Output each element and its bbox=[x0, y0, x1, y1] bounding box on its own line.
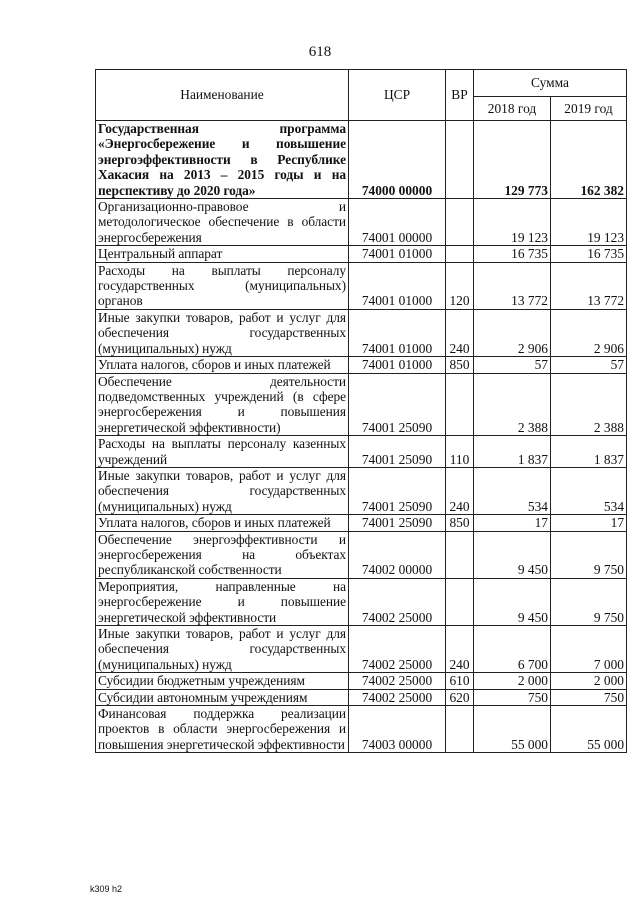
row-vr: 120 bbox=[446, 262, 474, 309]
table-row bbox=[96, 578, 627, 625]
header-sum: Сумма bbox=[474, 70, 627, 97]
row-sum-2018: 13 772 bbox=[474, 262, 551, 309]
header-year-2019: 2019 год bbox=[551, 96, 627, 120]
table-row bbox=[96, 262, 627, 309]
row-sum-2018: 2 388 bbox=[474, 373, 551, 436]
header-row bbox=[96, 70, 627, 97]
row-csr: 74002 25000 bbox=[349, 626, 446, 673]
row-vr: 850 bbox=[446, 357, 474, 373]
row-name: Иные закупки товаров, работ и услуг для обеспечения государственных (муниципальных) нужд bbox=[96, 467, 349, 514]
table-row bbox=[96, 706, 627, 753]
table-row bbox=[96, 515, 627, 531]
row-name: Расходы на выплаты персоналу государственных (муниципальных) органов bbox=[96, 262, 349, 309]
row-vr: 240 bbox=[446, 626, 474, 673]
row-name: Иные закупки товаров, работ и услуг для обеспечения государственных (муниципальных) нужд bbox=[96, 309, 349, 356]
row-sum-2018: 9 450 bbox=[474, 531, 551, 578]
row-name: Иные закупки товаров, работ и услуг для обеспечения государственных (муниципальных) нужд bbox=[96, 626, 349, 673]
row-sum-2019: 55 000 bbox=[551, 706, 627, 753]
row-csr: 74001 25090 bbox=[349, 515, 446, 531]
row-csr: 74001 25090 bbox=[349, 373, 446, 436]
row-vr: 620 bbox=[446, 689, 474, 705]
table-row bbox=[96, 689, 627, 705]
row-sum-2019: 9 750 bbox=[551, 578, 627, 625]
row-name: Обеспечение деятельности подведомственных учреждений (в сфере энергосбережения и повышения энергетической эффективности) bbox=[96, 373, 349, 436]
row-sum-2018: 750 bbox=[474, 689, 551, 705]
row-csr: 74002 25000 bbox=[349, 578, 446, 625]
table-header bbox=[96, 70, 627, 121]
row-sum-2018: 2 000 bbox=[474, 673, 551, 689]
row-sum-2019: 1 837 bbox=[551, 436, 627, 468]
row-name: Обеспечение энергоэффективности и энергосбережения на объектах республиканской собственности bbox=[96, 531, 349, 578]
row-vr bbox=[446, 121, 474, 199]
table-row bbox=[96, 531, 627, 578]
table-body bbox=[96, 121, 627, 753]
row-sum-2019: 16 735 bbox=[551, 246, 627, 262]
row-name: Субсидии бюджетным учреждениям bbox=[96, 673, 349, 689]
row-name: Уплата налогов, сборов и иных платежей bbox=[96, 515, 349, 531]
table-row bbox=[96, 199, 627, 246]
row-vr bbox=[446, 578, 474, 625]
row-sum-2018: 57 bbox=[474, 357, 551, 373]
row-csr: 74002 25000 bbox=[349, 689, 446, 705]
row-sum-2018: 2 906 bbox=[474, 309, 551, 356]
row-vr: 850 bbox=[446, 515, 474, 531]
row-sum-2019: 2 000 bbox=[551, 673, 627, 689]
row-sum-2018: 19 123 bbox=[474, 199, 551, 246]
row-sum-2019: 7 000 bbox=[551, 626, 627, 673]
row-sum-2019: 2 388 bbox=[551, 373, 627, 436]
row-vr bbox=[446, 531, 474, 578]
table-row bbox=[96, 626, 627, 673]
row-csr: 74001 01000 bbox=[349, 262, 446, 309]
table-row bbox=[96, 373, 627, 436]
row-name: Центральный аппарат bbox=[96, 246, 349, 262]
row-vr bbox=[446, 199, 474, 246]
row-vr: 610 bbox=[446, 673, 474, 689]
row-vr: 240 bbox=[446, 309, 474, 356]
row-vr: 240 bbox=[446, 467, 474, 514]
table-row bbox=[96, 246, 627, 262]
row-name: Расходы на выплаты персоналу казенных учреждений bbox=[96, 436, 349, 468]
row-csr: 74003 00000 bbox=[349, 706, 446, 753]
header-csr: ЦСР bbox=[349, 70, 446, 121]
footer-code: k309 h2 bbox=[90, 884, 123, 894]
row-name: Уплата налогов, сборов и иных платежей bbox=[96, 357, 349, 373]
header-vr: ВР bbox=[446, 70, 474, 121]
row-sum-2019: 13 772 bbox=[551, 262, 627, 309]
row-sum-2018: 1 837 bbox=[474, 436, 551, 468]
row-sum-2018: 129 773 bbox=[474, 121, 551, 199]
row-name: Финансовая поддержка реализации проектов в области энергосбережения и повышения энергетической эффективности bbox=[96, 706, 349, 753]
table-row bbox=[96, 309, 627, 356]
row-sum-2018: 534 bbox=[474, 467, 551, 514]
row-csr: 74001 01000 bbox=[349, 357, 446, 373]
row-csr: 74001 01000 bbox=[349, 246, 446, 262]
table-row bbox=[96, 121, 627, 199]
row-sum-2019: 9 750 bbox=[551, 531, 627, 578]
row-name: Организационно-правовое и методологическое обеспечение в области энергосбережения bbox=[96, 199, 349, 246]
row-name: Мероприятия, направленные на энергосбережение и повышение энергетической эффективности bbox=[96, 578, 349, 625]
row-csr: 74002 25000 bbox=[349, 673, 446, 689]
header-name: Наименование bbox=[96, 70, 349, 121]
row-sum-2018: 55 000 bbox=[474, 706, 551, 753]
table-row bbox=[96, 357, 627, 373]
row-csr: 74001 25090 bbox=[349, 467, 446, 514]
row-sum-2019: 57 bbox=[551, 357, 627, 373]
row-sum-2018: 17 bbox=[474, 515, 551, 531]
row-sum-2019: 2 906 bbox=[551, 309, 627, 356]
row-csr: 74000 00000 bbox=[349, 121, 446, 199]
row-vr bbox=[446, 246, 474, 262]
row-vr: 110 bbox=[446, 436, 474, 468]
row-sum-2018: 16 735 bbox=[474, 246, 551, 262]
page-number: 618 bbox=[308, 44, 332, 60]
row-sum-2018: 6 700 bbox=[474, 626, 551, 673]
row-sum-2019: 534 bbox=[551, 467, 627, 514]
row-csr: 74001 00000 bbox=[349, 199, 446, 246]
row-sum-2019: 162 382 bbox=[551, 121, 627, 199]
row-name: Государственная программа «Энергосбережение и повышение энергоэффективности в Республике Хакасия на 2013 – 2015 годы и на перспективу до 2020 года» bbox=[96, 121, 349, 199]
row-csr: 74001 01000 bbox=[349, 309, 446, 356]
header-year-2018: 2018 год bbox=[474, 96, 551, 120]
table-row bbox=[96, 673, 627, 689]
table-row bbox=[96, 467, 627, 514]
row-vr bbox=[446, 706, 474, 753]
row-sum-2018: 9 450 bbox=[474, 578, 551, 625]
row-csr: 74001 25090 bbox=[349, 436, 446, 468]
row-sum-2019: 19 123 bbox=[551, 199, 627, 246]
budget-table bbox=[95, 69, 627, 753]
row-sum-2019: 17 bbox=[551, 515, 627, 531]
table-row bbox=[96, 436, 627, 468]
row-name: Субсидии автономным учреждениям bbox=[96, 689, 349, 705]
row-sum-2019: 750 bbox=[551, 689, 627, 705]
row-vr bbox=[446, 373, 474, 436]
row-csr: 74002 00000 bbox=[349, 531, 446, 578]
